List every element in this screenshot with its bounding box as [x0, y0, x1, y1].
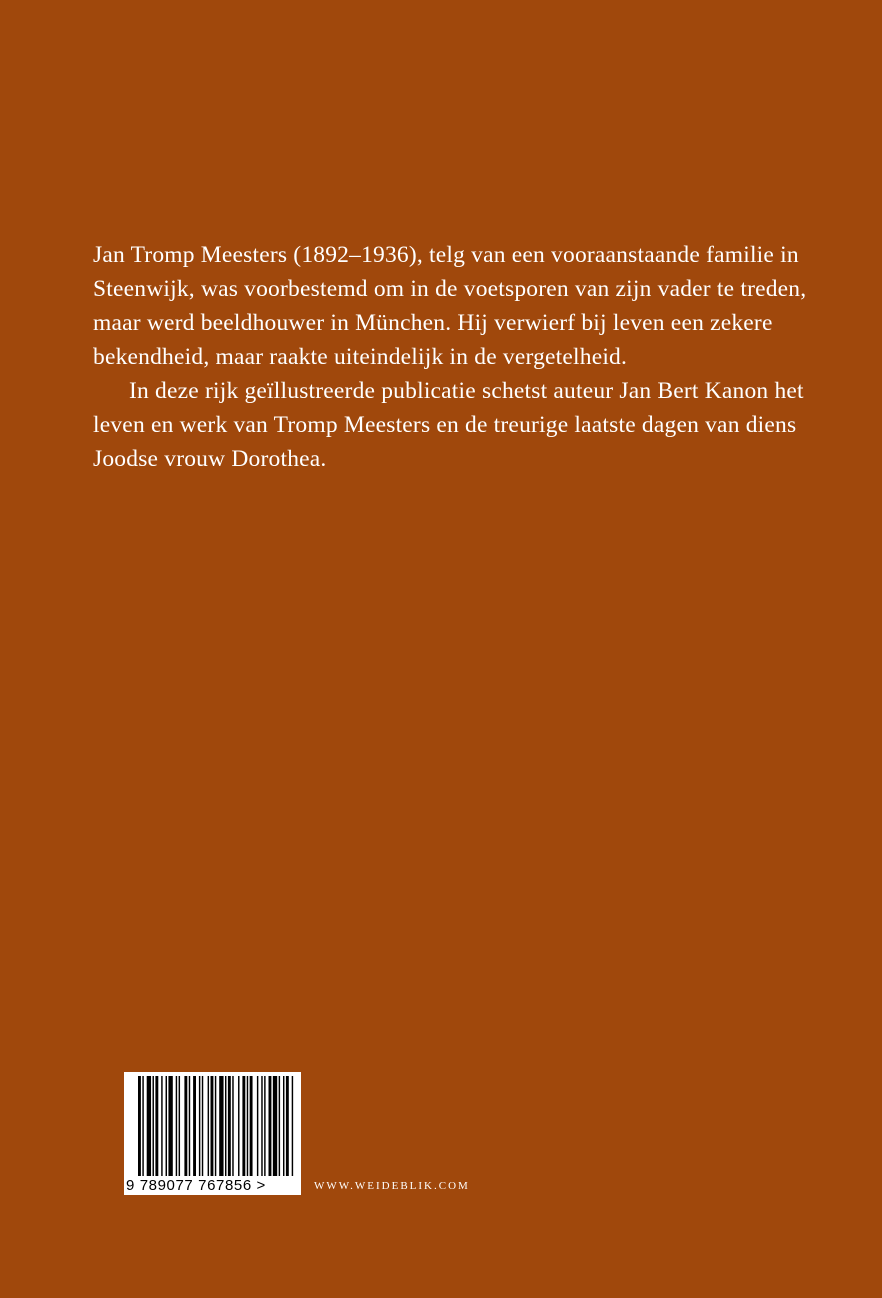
barcode-bar [219, 1076, 223, 1176]
barcode-bar [184, 1076, 187, 1176]
publisher-website: WWW.WEIDEBLIK.COM [314, 1180, 470, 1192]
barcode-bar [208, 1076, 209, 1176]
barcode-bar [193, 1076, 196, 1176]
barcode-bar [225, 1076, 226, 1176]
isbn-barcode [124, 1072, 301, 1195]
barcode-bar [215, 1076, 216, 1176]
barcode-bar [168, 1076, 172, 1176]
barcode-bar [247, 1076, 248, 1176]
barcode-bar [155, 1076, 158, 1176]
barcode-bars [124, 1072, 301, 1178]
barcode-bar [269, 1076, 272, 1176]
barcode-bar [257, 1076, 258, 1176]
barcode-bar [176, 1076, 177, 1176]
barcode-bar [161, 1076, 162, 1176]
barcode-digits: 9 789077 767856 > [126, 1177, 266, 1194]
barcode-bar [261, 1076, 262, 1176]
barcode-bar [264, 1076, 265, 1176]
barcode-bar [238, 1076, 239, 1176]
barcode-bar [179, 1076, 180, 1176]
barcode-bar [286, 1076, 289, 1176]
barcode-bar [228, 1076, 231, 1176]
barcode-bar [279, 1076, 280, 1176]
barcode-bar [242, 1076, 245, 1176]
barcode-bar [292, 1076, 293, 1176]
barcode-bar [153, 1076, 154, 1176]
back-cover-blurb [93, 238, 853, 476]
barcode-bar [199, 1076, 200, 1176]
barcode-bar [202, 1076, 203, 1176]
barcode-bar [166, 1076, 167, 1176]
barcode-bar [189, 1076, 190, 1176]
barcode-bar [138, 1076, 141, 1176]
barcode-bar [250, 1076, 253, 1176]
barcode-bar [147, 1076, 151, 1176]
barcode-bar [211, 1076, 214, 1176]
barcode-bar [232, 1076, 233, 1176]
barcode-bar [273, 1076, 277, 1176]
blurb-paragraph-1: Jan Tromp Meesters (1892–1936), telg van een vooraanstaande familie in Steenwijk, was voorbestemd om in de voetsporen van zijn vader te treden, maar werd beeldhouwer in München. Hij verwierf bij leven een zekere bekendheid, maar raakte uiteindelijk in de vergetelheid. [93, 242, 807, 370]
barcode-bar [283, 1076, 284, 1176]
barcode-bar [142, 1076, 143, 1176]
blurb-paragraph-2: In deze rijk geïllustreerde publicatie schetst auteur Jan Bert Kanon het leven en werk van Tromp Meesters en de treurige laatste dagen van diens Joodse vrouw Dorothea. [93, 378, 804, 472]
